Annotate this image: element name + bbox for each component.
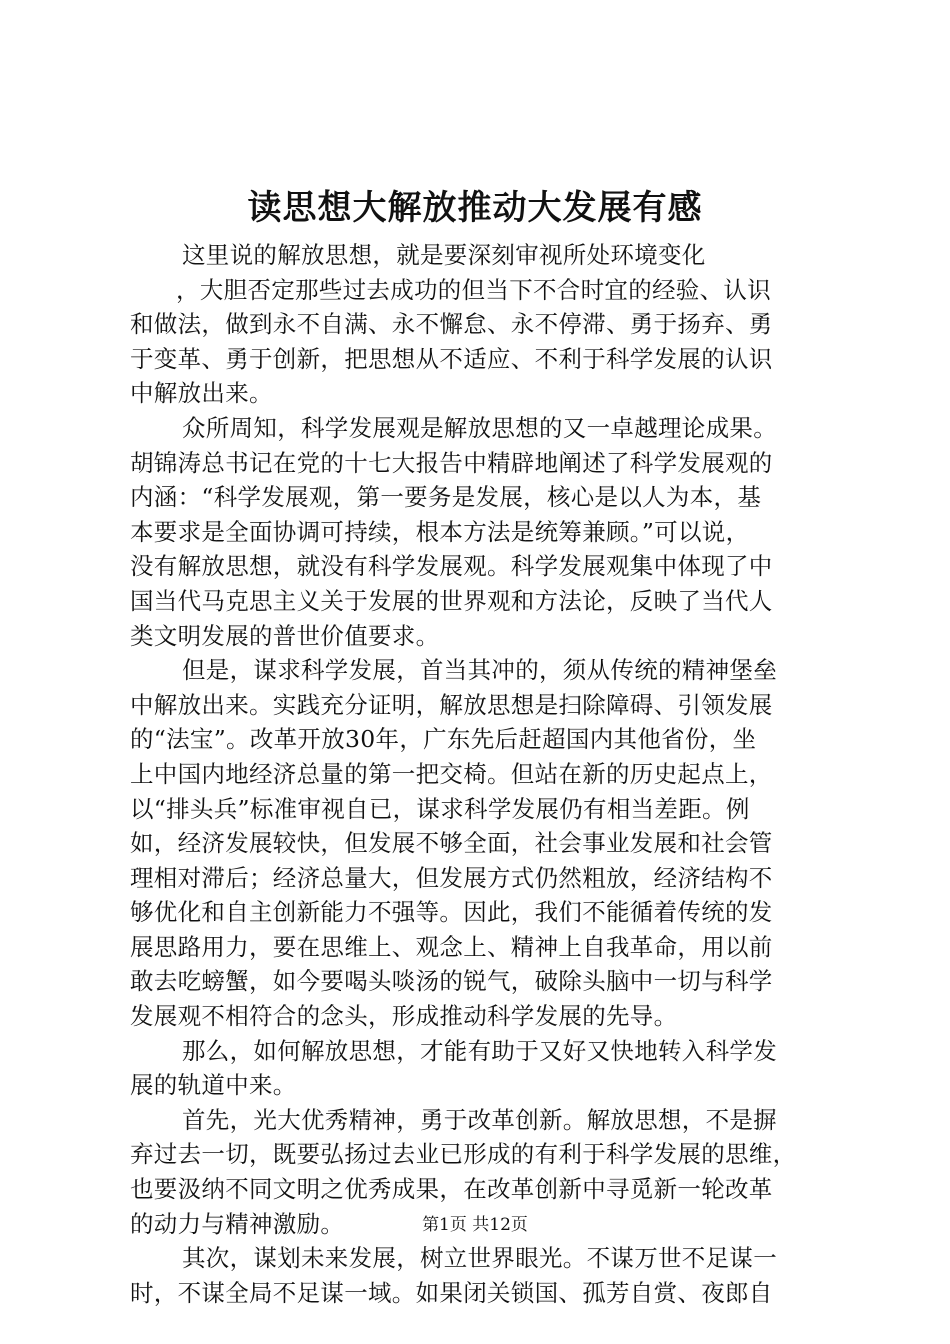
text-line: 如，经济发展较快，但发展不够全面，社会事业发展和社会管 <box>130 829 773 858</box>
text-line: 没有解放思想，就没有科学发展观。科学发展观集中体现了中 <box>130 552 773 581</box>
text-line: 中解放出来。 <box>130 379 273 408</box>
text-line: 众所周知，科学发展观是解放思想的又一卓越理论成果。 <box>182 413 777 442</box>
text-line: 够优化和自主创新能力不强等。因此，我们不能循着传统的发 <box>130 898 773 927</box>
text-line: 上中国内地经济总量的第一把交椅。但站在新的历史起点上， <box>130 759 773 788</box>
text-line: 胡锦涛总书记在党的十七大报告中精辟地阐述了科学发展观的 <box>130 448 773 477</box>
text-line: 展思路用力，要在思维上、观念上、精神上自我革命，用以前 <box>130 932 773 961</box>
document-title: 读思想大解放推动大发展有感 <box>247 188 703 228</box>
text-line: 中解放出来。实践充分证明，解放思想是扫除障碍、引领发展 <box>130 690 773 719</box>
text-line: 弃过去一切，既要弘扬过去业已形成的有利于科学发展的思维， <box>130 1140 797 1169</box>
text-line: 发展观不相符合的念头，形成推动科学发展的先导。 <box>130 1002 678 1031</box>
text-line: 以“排头兵”标准审视自已，谋求科学发展仍有相当差距。例 <box>130 794 750 823</box>
text-line: 展的轨道中来。 <box>130 1071 297 1100</box>
text-line: 这里说的解放思想，就是要深刻审视所处环境变化 <box>182 241 706 269</box>
text-line: 首先，光大优秀精神，勇于改革创新。解放思想，不是摒 <box>182 1105 777 1134</box>
text-line: 时，不谋全局不足谋一域。如果闭关锁国、孤芳自赏、夜郎自 <box>130 1278 773 1307</box>
page-number-footer: 第1页 共12页 <box>422 1215 528 1235</box>
text-line: 本要求是全面协调可持续，根本方法是统筹兼顾。”可以说， <box>130 517 750 546</box>
text-line: 理相对滞后；经济总量大，但发展方式仍然粗放，经济结构不 <box>130 863 773 892</box>
text-line: 类文明发展的普世价值要求。 <box>130 621 440 650</box>
text-line: 和做法，做到永不自满、永不懈怠、永不停滞、勇于扬弃、勇 <box>130 310 773 339</box>
document-body <box>130 238 830 1310</box>
text-line: 敢去吃螃蟹，如今要喝头啖汤的锐气，破除头脑中一切与科学 <box>130 967 773 996</box>
text-line: 内涵：“科学发展观，第一要务是发展，核心是以人为本，基 <box>130 483 762 512</box>
text-line: 于变革、勇于创新，把思想从不适应、不利于科学发展的认识 <box>130 344 773 373</box>
text-line: 国当代马克思主义关于发展的世界观和方法论，反映了当代人 <box>130 586 773 615</box>
text-line: 但是，谋求科学发展，首当其冲的，须从传统的精神堡垒 <box>182 656 777 685</box>
text-line: 其次，谋划未来发展，树立世界眼光。不谋万世不足谋一 <box>182 1244 777 1273</box>
text-line: 那么，如何解放思想，才能有助于又好又快地转入科学发 <box>182 1036 777 1065</box>
text-line: ，大胆否定那些过去成功的但当下不合时宜的经验、认识 <box>176 275 771 304</box>
text-line: 的动力与精神激励。 <box>130 1209 345 1238</box>
text-line: 的“法宝”。改革开放30年，广东先后赶超国内其他省份，坐 <box>130 725 757 754</box>
text-line: 也要汲纳不同文明之优秀成果，在改革创新中寻觅新一轮改革 <box>130 1175 773 1204</box>
